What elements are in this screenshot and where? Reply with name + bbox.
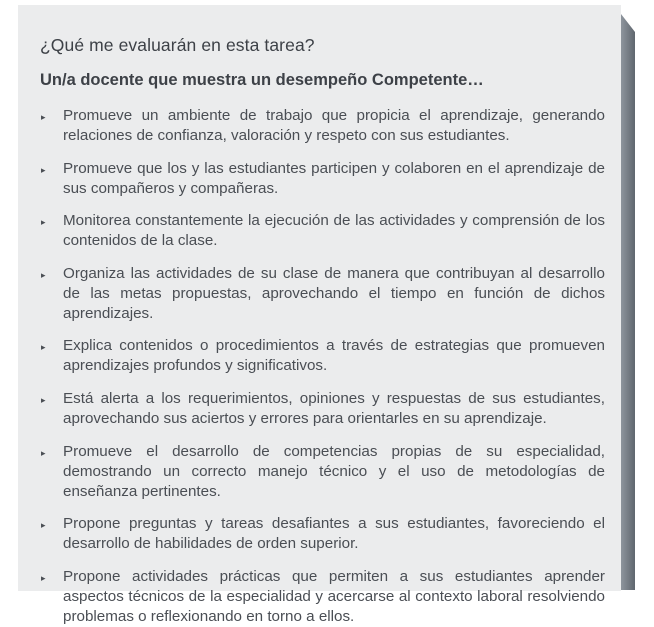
- bullet-icon: ▸: [41, 342, 46, 353]
- bullet-icon: ▸: [41, 394, 46, 405]
- bullet-icon: ▸: [41, 217, 46, 228]
- list-item-text: Promueve que los y las estudiantes participen y colaboren en el aprendizaje de sus compañeros y compañeras.: [63, 159, 605, 197]
- list-item: [40, 567, 605, 627]
- list-item: [40, 211, 605, 251]
- list-item-text: Explica contenidos o procedimientos a través de estrategias que promueven aprendizajes profundos y significativos.: [63, 337, 605, 375]
- bullet-icon: ▸: [41, 447, 46, 458]
- criteria-card: [18, 5, 621, 625]
- list-item-text: Promueve el desarrollo de competencias propias de su especialidad, demostrando un correcto manejo técnico y el uso de metodologías de enseñanza pertinentes.: [63, 442, 605, 500]
- list-item-text: Organiza las actividades de su clase de manera que contribuyan al desarrollo de las metas propuestas, aprovechando el tiempo en función de dichos aprendizajes.: [63, 264, 605, 322]
- list-item-text: Propone preguntas y tareas desafiantes a sus estudiantes, favoreciendo el desarrollo de habilidades de orden superior.: [63, 515, 605, 553]
- list-item-text: Está alerta a los requerimientos, opiniones y respuestas de sus estudiantes, aprovechando sus aciertos y errores para orientarles en su aprendizaje.: [63, 389, 605, 427]
- list-item: [40, 336, 605, 376]
- bullet-icon: ▸: [41, 572, 46, 583]
- list-item: [40, 442, 605, 502]
- list-item-text: Propone actividades prácticas que permiten a sus estudiantes aprender aspectos técnicos de la especialidad y acercarse al contexto laboral resolviendo problemas o reflexionando en torno a ellos.: [63, 567, 605, 625]
- list-item-text: Promueve un ambiente de trabajo que propicia el aprendizaje, generando relaciones de confianza, valoración y respeto con sus estudiantes.: [63, 107, 605, 144]
- list-item: [40, 159, 605, 199]
- list-item: [40, 389, 605, 429]
- criteria-list: [40, 106, 605, 627]
- bullet-icon: ▸: [41, 269, 46, 280]
- card-title: ¿Qué me evaluarán en esta tarea?: [40, 35, 315, 55]
- bullet-icon: ▸: [41, 520, 46, 531]
- list-item: [40, 264, 605, 324]
- card-side-shadow: [621, 14, 635, 590]
- bullet-icon: ▸: [41, 164, 46, 175]
- list-item: [40, 514, 605, 554]
- bullet-icon: ▸: [41, 112, 46, 122]
- list-item: [40, 106, 605, 146]
- card-subtitle: Un/a docente que muestra un desempeño Competente…: [40, 71, 484, 89]
- list-item-text: Monitorea constantemente la ejecución de las actividades y comprensión de los contenidos de la clase.: [63, 212, 605, 250]
